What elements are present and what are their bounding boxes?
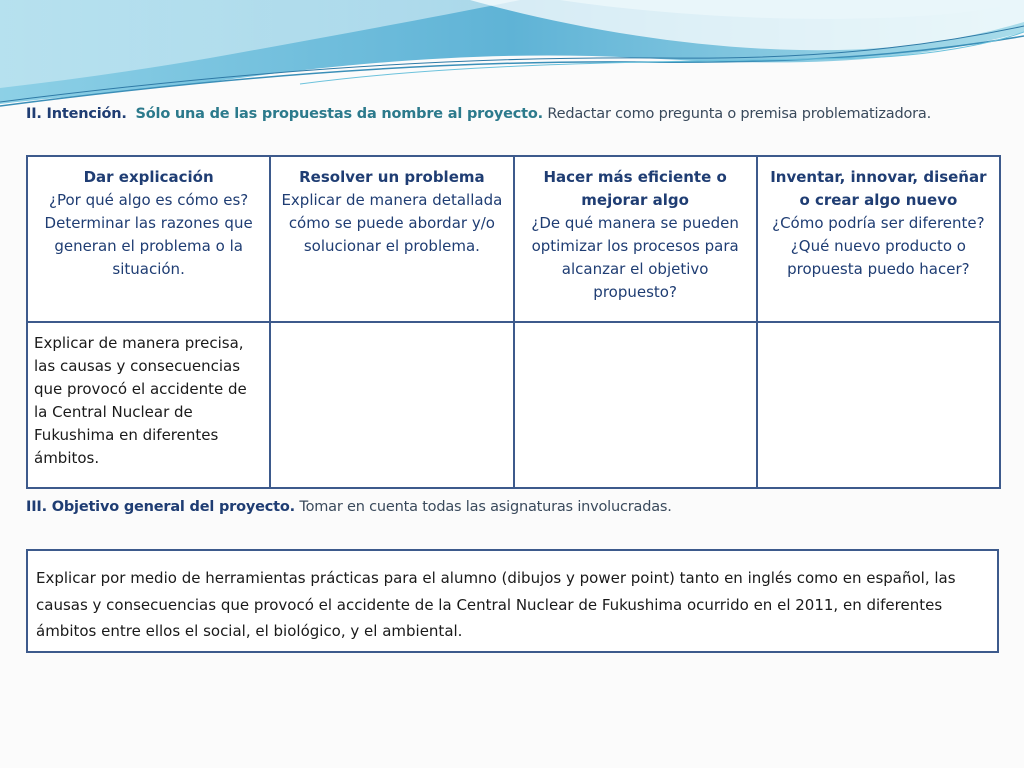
intention-table bbox=[26, 155, 1001, 489]
column-header-improve bbox=[514, 156, 757, 322]
intention-note: Redactar como pregunta o premisa problematizadora. bbox=[547, 106, 931, 122]
objective-text-box bbox=[26, 549, 999, 653]
column-title: Dar explicación bbox=[83, 168, 214, 186]
column-description: ¿De qué manera se pueden optimizar los procesos para alcanzar el objetivo propuesto? bbox=[531, 214, 739, 301]
intention-header-row bbox=[27, 156, 1000, 322]
column-header-solve bbox=[270, 156, 513, 322]
column-header-explain bbox=[27, 156, 270, 322]
column-description: Explicar de manera detallada cómo se puede abordar y/o solucionar el problema. bbox=[281, 191, 503, 255]
intention-highlight: Sólo una de las propuestas da nombre al proyecto. bbox=[135, 106, 543, 122]
column-title: Inventar, innovar, diseñar o crear algo nuevo bbox=[770, 168, 987, 209]
answer-cell-explain: Explicar de manera precisa, las causas y consecuencias que provocó el accidente de la Central Nuclear de Fukushima en diferentes ámbitos. bbox=[27, 322, 270, 488]
header-wave-decoration bbox=[0, 0, 1024, 110]
intention-section-label: II. Intención. bbox=[26, 106, 127, 122]
objective-text: Explicar por medio de herramientas prácticas para el alumno (dibujos y power point) tanto en inglés como en español, las causas y consecuencias que provocó el accidente de la Central Nuclear de Fukushima ocurrido en el 2011, en diferentes ámbitos entre ellos el social, el biológico, y el ambiental. bbox=[36, 569, 956, 640]
objective-section-label: III. Objetivo general del proyecto. bbox=[26, 499, 295, 515]
answer-cell-invent bbox=[757, 322, 1000, 488]
column-description: ¿Por qué algo es cómo es? Determinar las razones que generan el problema o la situación. bbox=[44, 191, 253, 278]
intention-answer-row bbox=[27, 322, 1000, 488]
column-title: Hacer más eficiente o mejorar algo bbox=[543, 168, 727, 209]
intention-heading bbox=[26, 106, 931, 122]
column-description: ¿Cómo podría ser diferente? ¿Qué nuevo producto o propuesta puedo hacer? bbox=[772, 214, 985, 278]
column-title: Resolver un problema bbox=[299, 168, 485, 186]
answer-cell-improve bbox=[514, 322, 757, 488]
column-header-invent bbox=[757, 156, 1000, 322]
answer-cell-solve bbox=[270, 322, 513, 488]
objective-note: Tomar en cuenta todas las asignaturas involucradas. bbox=[299, 499, 672, 515]
objective-heading bbox=[26, 499, 672, 515]
